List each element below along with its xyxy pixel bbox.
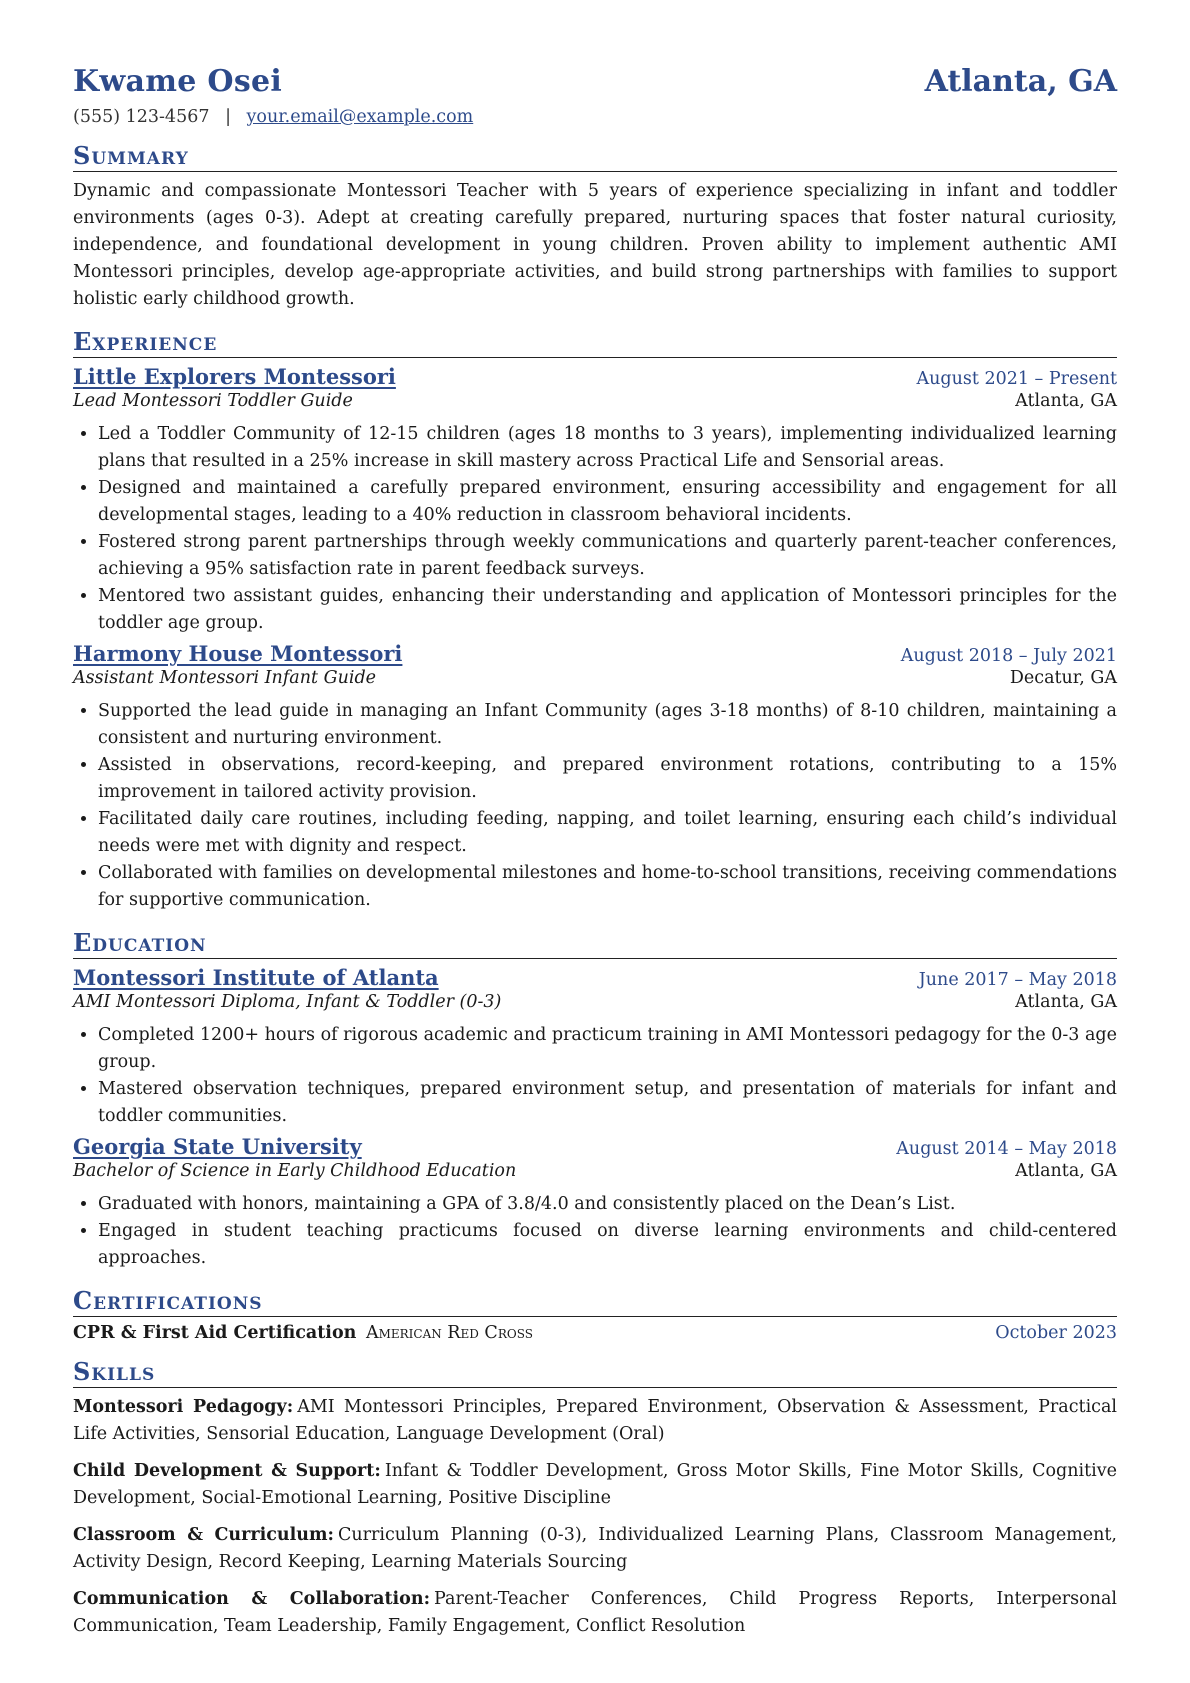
employer-link[interactable]: Little Explorers Montessori [73, 364, 396, 389]
employer-link[interactable]: Harmony House Montessori [73, 641, 403, 666]
candidate-name: Kwame Osei [73, 64, 283, 99]
job-title: Assistant Montessori Infant Guide [73, 668, 377, 688]
bullet-item: • Mentored two assistant guides, enhancing their understanding and application of Montessori principles for the toddler age group. [98, 583, 1117, 637]
skill-list: AMI Montessori Principles, Prepared Environment, Observation & Assessment, Practical Life Activities, Sensorial Education, Language Development (Oral) [73, 1397, 1117, 1444]
education-bullets [73, 1022, 1117, 1130]
contact-line [73, 107, 1117, 127]
bullet-item: • Supported the lead guide in managing an Infant Community (ages 3-18 months) of 8-10 children, maintaining a consistent and nurturing environment. [98, 698, 1117, 752]
resume-header [73, 64, 1117, 99]
skill-list: Infant & Toddler Development, Gross Motor Skills, Fine Motor Skills, Cognitive Development, Social-Emotional Learning, Positive Discipline [73, 1461, 1117, 1508]
education-dates: August 2014 – May 2018 [896, 1139, 1117, 1159]
candidate-location: Atlanta, GA [924, 64, 1117, 99]
certification-entry [73, 1323, 1117, 1343]
school-link[interactable]: Montessori Institute of Atlanta [73, 965, 439, 990]
experience-entry [73, 364, 1117, 637]
skill-group [73, 1394, 1117, 1448]
education-heading: Education [73, 928, 1117, 959]
skill-group [73, 1586, 1117, 1640]
skill-category: Child Development & Support: [73, 1461, 381, 1481]
email-link[interactable]: your.email@example.com [246, 107, 474, 127]
certification-issuer: American Red Cross [365, 1323, 533, 1343]
education-dates: June 2017 – May 2018 [918, 970, 1117, 990]
bullet-item: • Fostered strong parent partnerships through weekly communications and quarterly parent-teacher conferences, achieving a 95% satisfaction rate in parent feedback surveys. [98, 529, 1117, 583]
skill-category: Communication & Collaboration: [73, 1589, 431, 1609]
experience-heading: Experience [73, 327, 1117, 358]
job-location: Atlanta, GA [1015, 391, 1117, 411]
experience-bullets [73, 421, 1117, 637]
certification-name: CPR & First Aid Certification [73, 1323, 357, 1343]
skill-category: Montessori Pedagogy: [73, 1397, 294, 1417]
certification-date: October 2023 [995, 1323, 1117, 1343]
bullet-item: • Collaborated with families on developmental milestones and home-to-school transitions, receiving commendations for supportive communication. [98, 860, 1117, 914]
skill-list: Curriculum Planning (0-3), Individualized Learning Plans, Classroom Management, Activity Design, Record Keeping, Learning Materials Sourcing [73, 1525, 1117, 1572]
bullet-item: • Designed and maintained a carefully prepared environment, ensuring accessibility and engagement for all developmental stages, leading to a 40% reduction in classroom behavioral incidents. [98, 475, 1117, 529]
skills-heading: Skills [73, 1357, 1117, 1388]
skill-group [73, 1458, 1117, 1512]
school-link[interactable]: Georgia State University [73, 1134, 362, 1159]
skill-group [73, 1522, 1117, 1576]
bullet-item: • Mastered observation techniques, prepared environment setup, and presentation of materials for infant and toddler communities. [98, 1076, 1117, 1130]
job-location: Decatur, GA [1009, 668, 1117, 688]
phone-number: (555) 123-4567 [73, 107, 210, 127]
education-bullets [73, 1191, 1117, 1272]
skill-category: Classroom & Curriculum: [73, 1525, 334, 1545]
school-location: Atlanta, GA [1015, 992, 1117, 1012]
bullet-item: • Led a Toddler Community of 12-15 children (ages 18 months to 3 years), implementing individualized learning plans that resulted in a 25% increase in skill mastery across Practical Life and Sensorial areas. [98, 421, 1117, 475]
summary-text: Dynamic and compassionate Montessori Teacher with 5 years of experience specializing in infant and toddler environments (ages 0-3). Adept at creating carefully prepared, nurturing spaces that foster natural curiosity, independence, and foundational development in young children. Proven ability to implement authentic AMI Montessori principles, develop age-appropriate activities, and build strong partnerships with families to support holistic early childhood growth. [73, 181, 1117, 309]
employment-dates: August 2021 – Present [916, 369, 1117, 389]
skill-list: Parent-Teacher Conferences, Child Progress Reports, Interpersonal Communication, Team Leadership, Family Engagement, Conflict Resolution [73, 1589, 1117, 1636]
bullet-item: • Engaged in student teaching practicums focused on diverse learning environments and child-centered approaches. [98, 1218, 1117, 1272]
school-location: Atlanta, GA [1015, 1161, 1117, 1181]
bullet-item: • Assisted in observations, record-keeping, and prepared environment rotations, contributing to a 15% improvement in tailored activity provision. [98, 752, 1117, 806]
education-entry [73, 1134, 1117, 1272]
degree-title: Bachelor of Science in Early Childhood Education [73, 1161, 517, 1181]
bullet-item: • Graduated with honors, maintaining a GPA of 3.8/4.0 and consistently placed on the Dean’s List. [98, 1191, 1117, 1218]
bullet-item: • Facilitated daily care routines, including feeding, napping, and toilet learning, ensuring each child’s individual needs were met with dignity and respect. [98, 806, 1117, 860]
job-title: Lead Montessori Toddler Guide [73, 391, 353, 411]
employment-dates: August 2018 – July 2021 [900, 646, 1117, 666]
certifications-heading: Certifications [73, 1286, 1117, 1317]
experience-bullets [73, 698, 1117, 914]
experience-entry [73, 641, 1117, 914]
bullet-item: • Completed 1200+ hours of rigorous academic and practicum training in AMI Montessori pedagogy for the 0-3 age group. [98, 1022, 1117, 1076]
summary-heading: Summary [73, 141, 1117, 172]
degree-title: AMI Montessori Diploma, Infant & Toddler (0-3) [73, 992, 502, 1012]
contact-separator: | [225, 107, 231, 127]
education-entry [73, 965, 1117, 1130]
